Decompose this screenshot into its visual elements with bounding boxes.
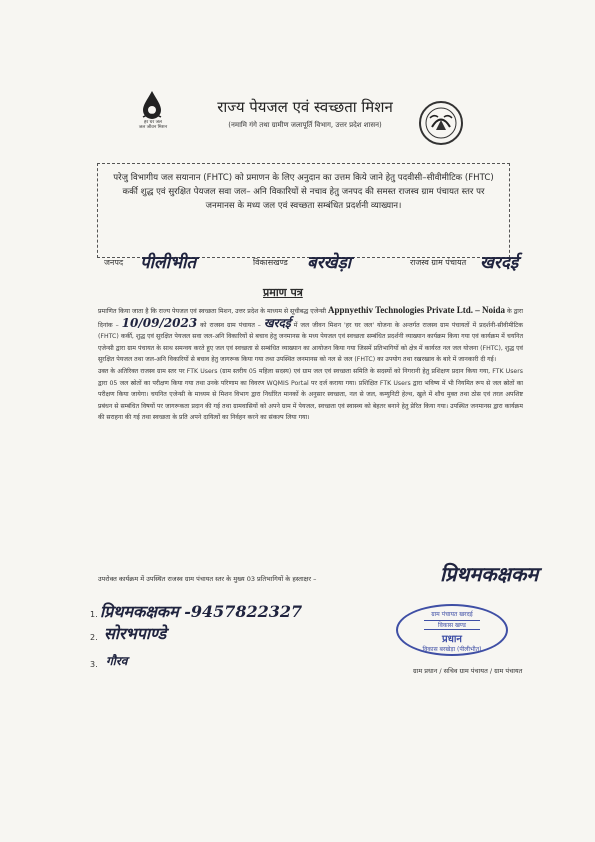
logo-caption: हर घर जल जल जीवन मिशन: [138, 120, 168, 130]
signature-number: 3.: [90, 660, 98, 669]
participant-signature-3: गौरव: [106, 654, 128, 668]
body-date-label: के द्वारा दिनांक –: [98, 308, 524, 329]
jal-jeevan-mission-logo: [128, 90, 178, 140]
participant-signature-1: प्रिथमकक्षकम -9457822327: [100, 602, 303, 621]
program-date: 10/09/2023: [121, 315, 198, 330]
stamp-caption: ग्राम प्रधान / सचिव ग्राम पंचायत / ग्राम पंचायत: [413, 667, 523, 675]
body-gp-label: को राजस्व ग्राम पंचायत –: [200, 321, 261, 329]
participant-signature-2: सोरभपाण्डे: [104, 624, 167, 643]
program-description-box: परेजु विभागीय जल सयानान (FHTC) को प्रमाणन के लिए अनुदान का उत्तम किये जाने हेतु पदवीसी–सीवीमीटिक (FHTC) कर्की शुद्ध एवं सुरक्षित पेयजल सवा जल– अनि विकारियों से नचाव हेतु जनपद की समस्त राजस्व ग्राम पंचायत स्तर पर जनमानस के मध्य जल एवं स्वच्छता सम्बंधित प्रदर्शनी व्याख्यान।: [97, 163, 510, 258]
mission-subtitle: (नमामि गंगे तथा ग्रामीण जलापूर्ति विभाग, उत्तर प्रदेश शासन): [228, 121, 382, 129]
body-gp-value: खरदई: [263, 315, 291, 330]
body-paragraph-1: में जल जीवन मिशन 'हर घर जल' योजना के अन्तर्गत राजस्व ग्राम पंचायतों में प्रदर्शनी-सीवीमीटिक (FHTC) कर्की, शुद्ध एवं सुरक्षित पेयजल सवा जल-अनि विकारियों से बचाव हेतु जनमानस के मध्य पेयजल एवं स्वच्छता सम्बंधित प्रदर्शनी व्याख्यान कार्यक्रम किया गया एवं कार्यक्रम में चयनित एजेन्सी द्वारा ग्राम पंचायत के साथ समन्वय करते हुए जल एवं स्वच्छता से सम्बंधित व्याख्यान का आयोजन किया गया जिसमें प्रतिभागियों को क्षेत्र में कार्यरत नल जल योजना (FHTC), शुद्ध एवं सुरक्षित पेयजल तथा जल-अनि विकारियों से बचाव हेतु जागरूक किया गया तथा उपस्थित जनमानस को नल से जल (FHTC) का उपयोग तथा रखरखाव के बारे में जानकारी दी गई।: [98, 321, 523, 364]
signature-number: 1.: [90, 610, 98, 619]
water-drop-icon: [140, 90, 164, 120]
up-govt-emblem-icon: [418, 100, 464, 146]
mission-title: राज्य पेयजल एवं स्वच्छता मिशन: [217, 98, 393, 116]
certificate-body: [98, 305, 523, 424]
participants-heading: उपरोक्त कार्यक्रम में उपस्थित राजस्व ग्राम पंचायत स्तर के मुख्य 03 प्रतिभागियों के हस्ताक्षर –: [98, 575, 317, 583]
body-paragraph-2: उक्त के अतिरिक्त राजस्व ग्राम स्तर पर FTK Users (ग्राम स्तरीय 05 महिला सदस्य) एवं ग्राम जल एवं स्वच्छता समिति के सदस्यों को निगरानी हेतु प्रशिक्षण प्रदान किया गया, FTK Users द्वारा 05 जल स्रोतों का परीक्षण किया गया तथा उनके परिणाम का विवरण WQMIS Portal पर दर्ज कराया गया। प्रशिक्षित FTK Users द्वारा भविष्य में भी नियमित रूप से जल स्रोतों का परीक्षण किया जायेगा। चयनित एजेन्सी के माध्यम से मिशन विभाग द्वारा निर्धारित मानकों के अनुसार स्वच्छता, नल से जल, कम्युनिटी हेल्थ, खुले में शौच मुक्त तथा ठोस एवं तरल अपशिष्ट प्रबंधन से सम्बंधित विषयों पर जागरूकता प्रदान की गई तथा ग्रामवासियों को अपने ग्राम में पेयजल, स्वच्छता एवं स्वास्थ्य को बेहतर बनाने हेतु प्रेरित किया गया। उपस्थित जनमानस द्वारा कार्यक्रम की सराहना की गई तथा स्वच्छता के प्रति अपने दायित्वों का निर्वहन करने का संकल्प लिया गया।: [98, 367, 523, 422]
gram-panchayat-value: खरदई: [480, 253, 519, 273]
gram-panchayat-label: राजस्व ग्राम पंचायत: [410, 258, 467, 267]
district-value: पीलीभीत: [140, 253, 197, 273]
block-label: विकासखण्ड: [253, 258, 288, 267]
agency-name: Appnyethiv Technologies Private Ltd. – Noida: [327, 305, 506, 315]
district-label: जनपद: [104, 258, 124, 267]
signature-number: 2.: [90, 633, 98, 642]
gram-panchayat-stamp: ग्राम पंचायत खरदई विकास खण्ड प्रधान विकास बरखेड़ा (पीलीभीत): [396, 604, 508, 656]
block-value: बरखेड़ा: [307, 253, 352, 273]
body-intro: प्रमाणित किया जाता है कि राज्य पेयजल एवं स्वच्छता मिशन, उत्तर प्रदेश के माध्यम से सूचीबद्ध एजेन्सी: [98, 308, 326, 315]
certificate-title: प्रमाण पत्र: [263, 286, 303, 299]
pradhan-signature: प्रिथमकक्षकम: [440, 562, 539, 586]
